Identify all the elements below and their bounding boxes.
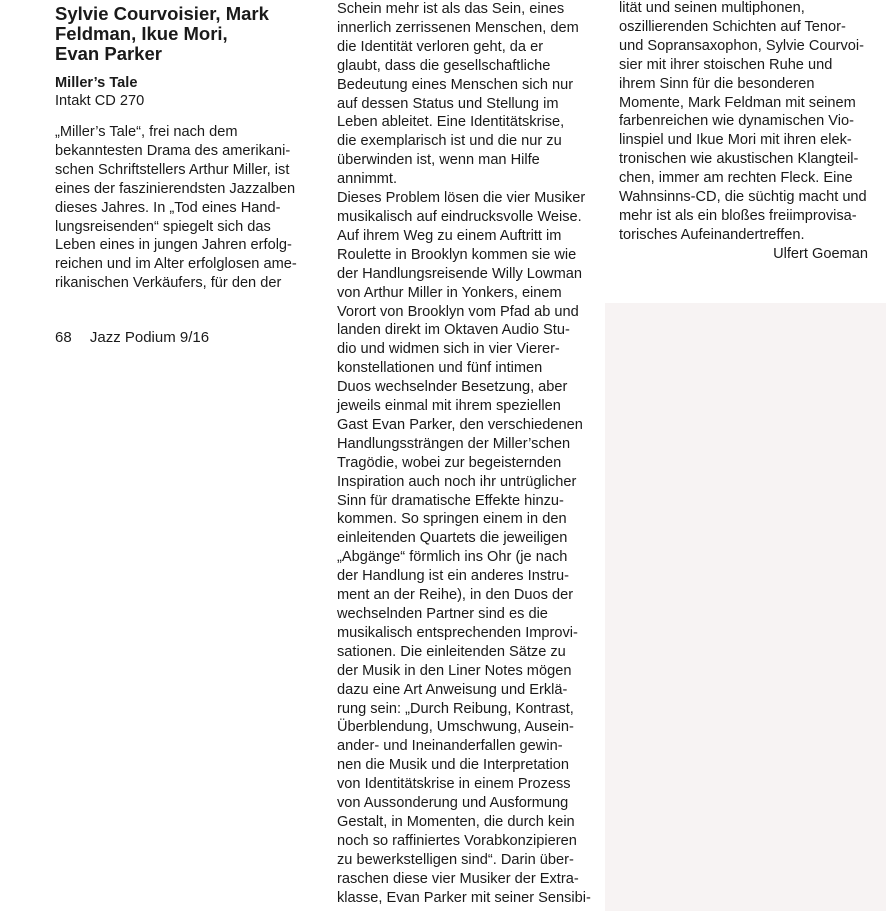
text-line: Bedeutung eines Menschen sich nur bbox=[337, 76, 574, 93]
text-line: jeweils einmal mit ihrem speziellen bbox=[337, 398, 561, 415]
page-footer bbox=[55, 328, 209, 348]
text-line: von Aussonderung und Ausformung bbox=[337, 795, 569, 812]
text-line: innerlich zerrissenen Menschen, dem bbox=[337, 19, 579, 36]
text-line: Tragödie, wobei zur begeisternden bbox=[337, 454, 562, 471]
text-line: ment an der Reihe), in den Duos der bbox=[337, 587, 574, 604]
text-line: die Identität verloren geht, da er bbox=[337, 38, 544, 55]
text-line: „Abgänge“ förmlich ins Ohr (je nach bbox=[337, 549, 568, 566]
review-heading-line-3: Evan Parker bbox=[55, 43, 162, 64]
text-line: kommen. So springen einem in den bbox=[337, 511, 567, 528]
text-line: Leben eines in jungen Jahren erfolg- bbox=[55, 237, 292, 254]
text-line: linspiel und Ikue Mori mit ihren elek- bbox=[619, 132, 852, 149]
text-line: dio und widmen sich in vier Vierer- bbox=[337, 341, 560, 358]
text-line: musikalisch entsprechenden Improvi- bbox=[337, 624, 578, 641]
text-line: raschen diese vier Musiker der Extra- bbox=[337, 870, 579, 887]
page-number: 68 bbox=[55, 329, 72, 346]
text-line: auf dessen Status und Stellung im bbox=[337, 95, 559, 112]
text-line: musikalisch auf eindrucksvolle Weise. bbox=[337, 208, 582, 225]
text-line: bekanntesten Drama des amerikani- bbox=[55, 142, 291, 159]
review-column-2 bbox=[337, 0, 591, 908]
text-line: klasse, Evan Parker mit seiner Sensibi- bbox=[337, 889, 591, 906]
review-author: Ulfert Goeman bbox=[773, 246, 868, 262]
text-line: wechselnden Partner sind es die bbox=[337, 606, 548, 622]
text-line: „Miller’s Tale“, frei nach dem bbox=[55, 124, 238, 140]
text-line: mehr ist als ein bloßes freiimprovisa- bbox=[619, 207, 857, 224]
text-line: Überblendung, Umschwung, Ausein- bbox=[337, 719, 574, 736]
text-line: der Handlungsreisende Willy Lowman bbox=[337, 265, 582, 282]
text-line: Handlungssträngen der Miller’schen bbox=[337, 435, 571, 452]
text-line: farbenreichen wie dynamischen Vio- bbox=[619, 113, 854, 130]
text-line: Leben ableitet. Eine Identitätskrise, bbox=[337, 114, 565, 131]
text-line: Momente, Mark Feldman mit seinem bbox=[619, 94, 856, 111]
text-line: überwinden ist, wenn man Hilfe bbox=[337, 152, 540, 169]
text-line: Sinn für dramatische Effekte hinzu- bbox=[337, 492, 564, 509]
text-line: lungsreisenden“ spiegelt sich das bbox=[55, 218, 271, 235]
text-line: dazu eine Art Anweisung und Erklä- bbox=[337, 681, 568, 698]
text-line: konstellationen und fünf intimen bbox=[337, 360, 543, 377]
text-line: rikanischen Verkäufers, für den der bbox=[55, 275, 282, 292]
text-line: Vorort von Brooklyn vom Pfad ab und bbox=[337, 303, 579, 320]
text-line: dieses Jahres. In „Tod eines Hand- bbox=[55, 199, 281, 216]
background-panel bbox=[605, 303, 886, 911]
review-column-1 bbox=[55, 4, 305, 293]
text-line: ander- und Ineinanderfallen gewin- bbox=[337, 738, 563, 755]
text-line: oszillierenden Schichten auf Tenor- bbox=[619, 18, 846, 35]
text-line: noch so raffiniertes Vorabkonzipieren bbox=[337, 832, 577, 849]
text-line: tronischen wie akustischen Klangteil- bbox=[619, 151, 859, 168]
text-line: eines der faszinierendsten Jazzalben bbox=[55, 180, 296, 197]
text-line: Gast Evan Parker, den verschiedenen bbox=[337, 416, 583, 433]
text-line: Duos wechselnder Besetzung, aber bbox=[337, 379, 568, 396]
text-line: lität und seinen multiphonen, bbox=[619, 0, 805, 16]
text-line: die exemplarisch ist und die nur zu bbox=[337, 133, 562, 150]
text-line: nen die Musik und die Interpretation bbox=[337, 757, 570, 774]
review-heading-line-1: Sylvie Courvoisier, Mark bbox=[55, 3, 269, 24]
album-title: Miller’s Tale bbox=[55, 75, 138, 91]
publication-name: Jazz Podium 9/16 bbox=[89, 329, 210, 346]
text-line: Wahnsinns-CD, die süchtig macht und bbox=[619, 189, 867, 206]
text-line: einleitenden Quartets die jeweiligen bbox=[337, 530, 568, 547]
text-line: der Musik in den Liner Notes mögen bbox=[337, 662, 572, 679]
text-line: rung sein: „Durch Reibung, Kontrast, bbox=[337, 700, 574, 717]
text-line: reichen und im Alter erfolglosen ame- bbox=[55, 256, 297, 273]
text-line: Roulette in Brooklyn kommen sie wie bbox=[337, 246, 577, 263]
text-line: Gestalt, in Momenten, die durch kein bbox=[337, 813, 575, 830]
review-heading-line-2: Feldman, Ikue Mori, bbox=[55, 23, 228, 44]
text-line: Inspiration auch noch ihr untrüglicher bbox=[337, 473, 577, 490]
text-line: von Identitätskrise in einem Prozess bbox=[337, 776, 571, 793]
text-line: schen Schriftstellers Arthur Miller, ist bbox=[55, 161, 290, 178]
text-line: zu bewerkstelligen sind“. Darin über- bbox=[337, 851, 574, 868]
text-line: sier mit ihrer stoischen Ruhe und bbox=[619, 56, 833, 73]
text-line: landen direkt im Oktaven Audio Stu- bbox=[337, 322, 570, 339]
text-line: Schein mehr ist als das Sein, eines bbox=[337, 1, 565, 17]
text-line: von Arthur Miller in Yonkers, einem bbox=[337, 284, 562, 301]
album-label: Intakt CD 270 bbox=[55, 93, 145, 109]
text-line: chen, immer am rechten Fleck. Eine bbox=[619, 170, 853, 187]
text-line: sationen. Die einleitenden Sätze zu bbox=[337, 643, 566, 660]
text-line: und Sopransaxophon, Sylvie Courvoi- bbox=[619, 37, 864, 54]
text-line: Dieses Problem lösen die vier Musiker bbox=[337, 190, 586, 207]
text-line: glaubt, dass die gesellschaftliche bbox=[337, 57, 551, 74]
text-line: torisches Aufeinandertreffen. bbox=[619, 226, 805, 243]
text-line: annimmt. bbox=[337, 171, 398, 188]
review-column-3 bbox=[619, 0, 869, 245]
text-line: Auf ihrem Weg zu einem Auftritt im bbox=[337, 227, 562, 244]
text-line: ihrem Sinn für die besonderen bbox=[619, 75, 815, 92]
text-line: der Handlung ist ein anderes Instru- bbox=[337, 568, 570, 585]
column-1-text bbox=[55, 123, 305, 293]
